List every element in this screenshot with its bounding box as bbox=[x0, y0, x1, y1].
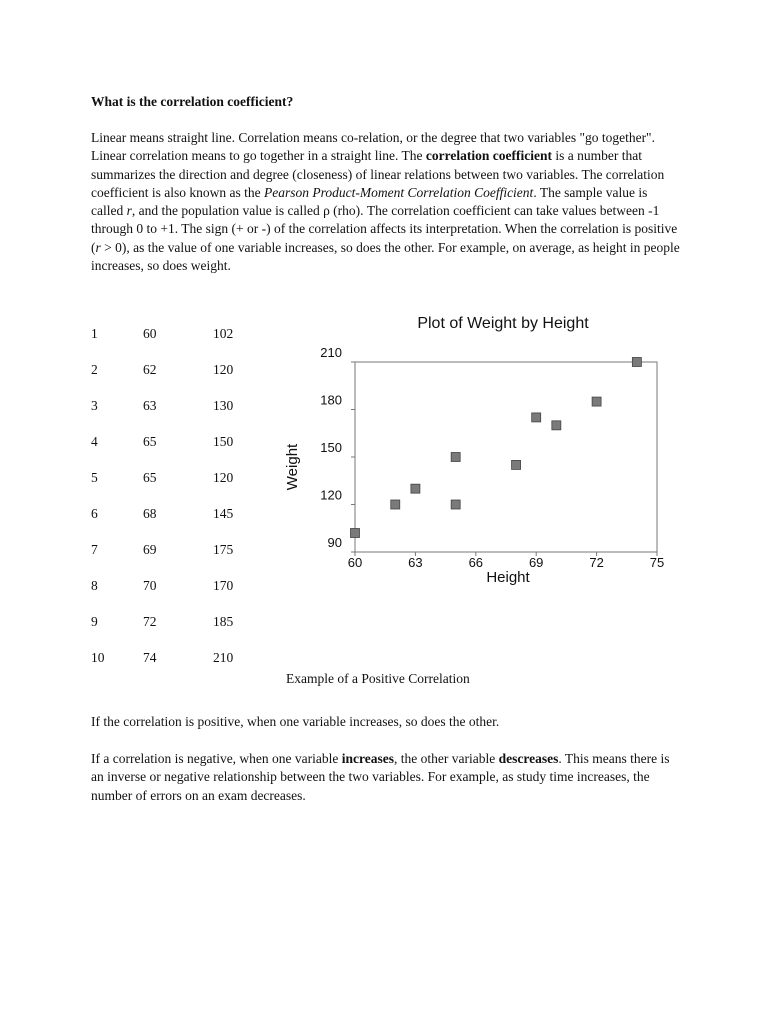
data-point bbox=[632, 358, 641, 367]
italic-term: Pearson Product-Moment Correlation Coefficient bbox=[263, 184, 534, 200]
text-run: is a number that summarizes the direction and degree (closeness) of linear relations between two variables. The correlation coefficient is also known as the bbox=[91, 148, 665, 200]
data-point bbox=[512, 460, 521, 469]
weight-by-height-scatter-plot bbox=[270, 306, 680, 591]
table-cell: 2 bbox=[91, 362, 98, 377]
data-point bbox=[451, 453, 460, 462]
x-tick-label: 69 bbox=[528, 555, 544, 570]
table-cell: 120 bbox=[213, 470, 234, 485]
y-tick-label: 120 bbox=[320, 487, 342, 503]
data-point bbox=[592, 397, 601, 406]
table-cell: 72 bbox=[143, 614, 157, 629]
table-cell: 3 bbox=[91, 398, 98, 413]
table-row bbox=[91, 568, 253, 604]
table-row bbox=[91, 460, 253, 496]
table-cell: 185 bbox=[213, 614, 234, 629]
table-cell: 145 bbox=[213, 506, 234, 521]
table-cell: 63 bbox=[143, 398, 157, 413]
table-cell: 175 bbox=[213, 542, 234, 557]
data-point bbox=[391, 500, 400, 509]
table-cell: 69 bbox=[143, 542, 157, 557]
data-point bbox=[411, 484, 420, 493]
table-cell: 6 bbox=[91, 506, 98, 521]
text-run: > 0), as the value of one variable increases, so does the other. For example, on average, as height in people increases, so does weight. bbox=[91, 239, 680, 274]
table-cell: 9 bbox=[91, 614, 98, 629]
table-cell: 102 bbox=[213, 326, 234, 341]
table-row bbox=[91, 388, 253, 424]
bold-term: correlation coefficient bbox=[425, 148, 552, 164]
figure-caption: Example of a Positive Correlation bbox=[286, 671, 470, 686]
italic-term: r bbox=[95, 239, 101, 255]
table-cell: 170 bbox=[213, 578, 234, 593]
positive-correlation-paragraph: If the correlation is positive, when one variable increases, so does the other. bbox=[91, 714, 500, 729]
table-row bbox=[91, 316, 253, 352]
text-run: If a correlation is negative, when one variable bbox=[91, 751, 342, 766]
data-point bbox=[351, 529, 360, 538]
data-point bbox=[532, 413, 541, 422]
table-cell: 62 bbox=[143, 362, 157, 377]
table-cell: 4 bbox=[91, 434, 98, 449]
table-cell: 74 bbox=[143, 650, 157, 665]
table-cell: 65 bbox=[143, 470, 157, 485]
table-cell: 1 bbox=[91, 326, 98, 341]
italic-term: r bbox=[126, 203, 132, 219]
bold-term: increases bbox=[341, 751, 395, 766]
table-row bbox=[91, 640, 253, 676]
table-cell: 210 bbox=[213, 650, 234, 665]
text-run: , and the population value is called ρ (rho). The correlation coefficient can take values between -1 through 0 to +1. The sign (+ or -) of the correlation affects its interpretation. When the correlation is positive ( bbox=[91, 203, 678, 255]
plot-frame bbox=[355, 362, 657, 552]
text-run: . This means there is an inverse or negative relationship between the two variables. For example, as study time increases, the number of errors on an exam decreases. bbox=[91, 751, 670, 803]
table-row bbox=[91, 604, 253, 640]
bold-term: descreases bbox=[498, 751, 559, 766]
y-tick-label: 180 bbox=[320, 392, 342, 408]
y-axis-label: Weight bbox=[284, 443, 301, 491]
x-tick-label: 66 bbox=[468, 555, 484, 570]
y-tick-label: 210 bbox=[320, 345, 342, 360]
table-cell: 70 bbox=[143, 578, 157, 593]
table-cell: 120 bbox=[213, 362, 234, 377]
document-title: What is the correlation coefficient? bbox=[91, 94, 294, 109]
table-cell: 130 bbox=[213, 398, 234, 413]
text-run: , the other variable bbox=[394, 751, 499, 766]
x-tick-label: 63 bbox=[408, 555, 423, 570]
x-tick-label: 60 bbox=[347, 555, 363, 570]
negative-correlation-paragraph bbox=[91, 750, 681, 805]
data-point bbox=[451, 500, 460, 509]
table-cell: 60 bbox=[143, 326, 157, 341]
text-run: . The sample value is called bbox=[91, 184, 648, 219]
height-weight-table bbox=[91, 316, 253, 676]
table-cell: 8 bbox=[91, 578, 98, 593]
table-cell: 68 bbox=[143, 506, 157, 521]
x-tick-label: 72 bbox=[589, 555, 604, 570]
table-row bbox=[91, 352, 253, 388]
text-run: Linear means straight line. Correlation means co-relation, or the degree that two variables "go together". Linear correlation means to go together in a straight line. The bbox=[91, 130, 655, 164]
table-row bbox=[91, 532, 253, 568]
table-cell: 7 bbox=[91, 542, 98, 557]
x-axis-label: Height bbox=[486, 569, 530, 586]
x-tick-label: 75 bbox=[649, 555, 665, 570]
table-cell: 65 bbox=[143, 434, 157, 449]
table-row bbox=[91, 496, 253, 532]
y-tick-label: 150 bbox=[320, 440, 342, 455]
table-row bbox=[91, 424, 253, 460]
y-tick-label: 90 bbox=[327, 535, 342, 550]
intro-paragraph bbox=[91, 129, 681, 275]
table-cell: 150 bbox=[213, 434, 234, 449]
chart-title: Plot of Weight by Height bbox=[417, 315, 589, 332]
table-cell: 10 bbox=[91, 650, 105, 665]
table-cell: 5 bbox=[91, 470, 98, 485]
data-point bbox=[552, 421, 561, 430]
